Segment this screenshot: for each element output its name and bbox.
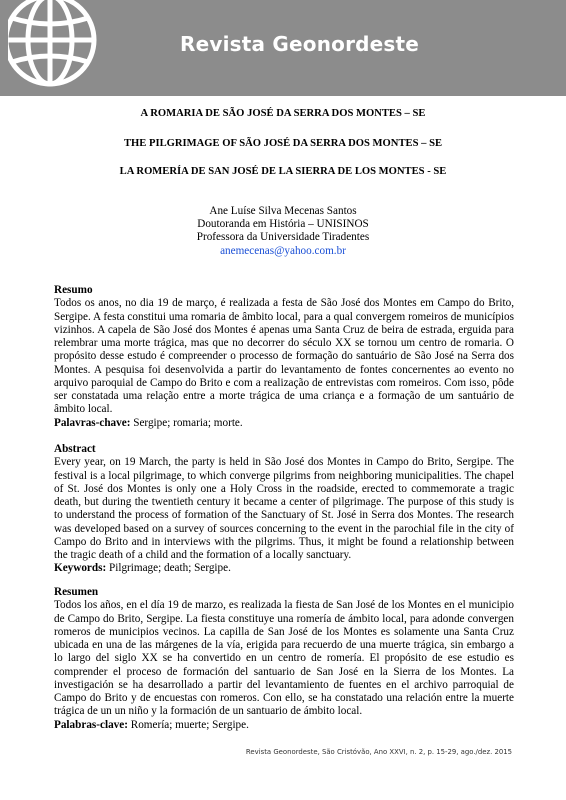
page-footer-citation: Revista Geonordeste, São Cristóvão, Ano XXVI, n. 2, p. 15-29, ago./dez. 2015 [245,748,512,756]
author-degree: Doutoranda em História – UNISINOS [197,218,369,231]
journal-banner [0,0,566,96]
resumen-text: Todos los años, en el día 19 de marzo, es realizada la fiesta de San José de los Montes en el municipio de Campo do Brito, Sergipe. La fiesta constituye una romería de ámbito local, para adonde convergen romeros de municipios vecinos. La capilla de San José de los Montes es solamente una Santa Cruz ubicada en una de las márgenes de la vía, erigida para recuerdo de una muerte trágica, sin embargo a lo largo del siglo XX se ha convertido en un centro de romería. El propósito de ese estudio es comprender el proceso de formación del santuario de San José en la Sierra de los Montes. La investigación se ha desarrollado a partir del levantamiento de fuentes en el archivo parroquial de Campo do Brito y de encuestas con romeros. Con ello, se ha constatado una relación entre la muerte trágica de un un niño y la formación de un santuario de ámbito local. [54,599,514,718]
author-name: Ane Luíse Silva Mecenas Santos [209,205,357,217]
globe-logo-icon [8,0,108,96]
resumo-section [54,284,514,430]
author-info [40,205,526,258]
resumo-heading: Resumo [54,284,93,296]
resumo-keywords-values: Sergipe; romaria; morte. [130,416,243,429]
author-email-link[interactable]: anemecenas@yahoo.com.br [220,244,346,257]
journal-name: Revista Geonordeste [180,32,420,56]
abstract-text: Every year, on 19 March, the party is held in São José dos Montes in Campo do Brito, Sergipe. The festival is a local pilgrimage, to which converge pilgrims from neighboring municipalities. The chapel of St. José dos Montes is only one a Holy Cross in the roadside, erected to commemorate a tragic death, but during the twentieth century it became a center of pilgrimage. The purpose of this study is to understand the process of formation of the Sanctuary of St. José in Serra dos Montes. The research was developed based on a survey of sources concerning to the event in the parochial file in the city of Campo do Brito and in interviews with the pilgrims. Thus, it might be found a relationship between the tragic death of a child and the formation of a locally sanctuary. [54,456,514,561]
abstract-keywords-values: Pilgrimage; death; Sergipe. [106,562,231,575]
author-position: Professora da Universidade Tiradentes [196,231,370,244]
abstract-section [54,443,514,576]
resumen-keywords-values: Romería; muerte; Sergipe. [127,718,249,731]
resumo-keywords [54,417,514,430]
title-spanish: LA ROMERÍA DE SAN JOSÉ DE LA SIERRA DE LOS MONTES - SE [119,166,447,177]
resumen-keywords-label: Palabras-clave: [54,718,128,731]
resumo-text: Todos os anos, no dia 19 de março, é realizada a festa de São José dos Montes em Campo do Brito, Sergipe. A festa constitui uma romaria de âmbito local, para a qual convergem romeiros de municípios vizinhos. A capela de São José dos Montes é apenas uma Santa Cruz de beira de estrada, erguida para relembrar uma morte trágica, mas que no decorrer do século XX se tornou um centro de romaria. O propósito desse estudo é compreender o processo de formação do santuário de São José na Serra dos Montes. A pesquisa foi desenvolvida a partir do levantamento de fontes concernentes ao evento no arquivo paroquial de Campo do Brito e com a realização de entrevistas com romeiros. Com isso, pôde ser constatada uma relação entre a morte trágica de uma criança e a formação de um santuário de âmbito local. [54,297,514,416]
title-english: THE PILGRIMAGE OF SÃO JOSÉ DA SERRA DOS MONTES – SE [123,138,443,149]
abstract-keywords [54,562,514,575]
title-portuguese: A ROMARIA DE SÃO JOSÉ DA SERRA DOS MONTES – SE [140,108,426,119]
resumen-section [54,586,514,732]
abstract-heading: Abstract [54,443,96,455]
resumo-keywords-label: Palavras-chave: [54,416,131,429]
resumen-heading: Resumen [54,586,99,598]
abstract-keywords-label: Keywords: [54,562,107,575]
resumen-keywords [54,719,514,732]
